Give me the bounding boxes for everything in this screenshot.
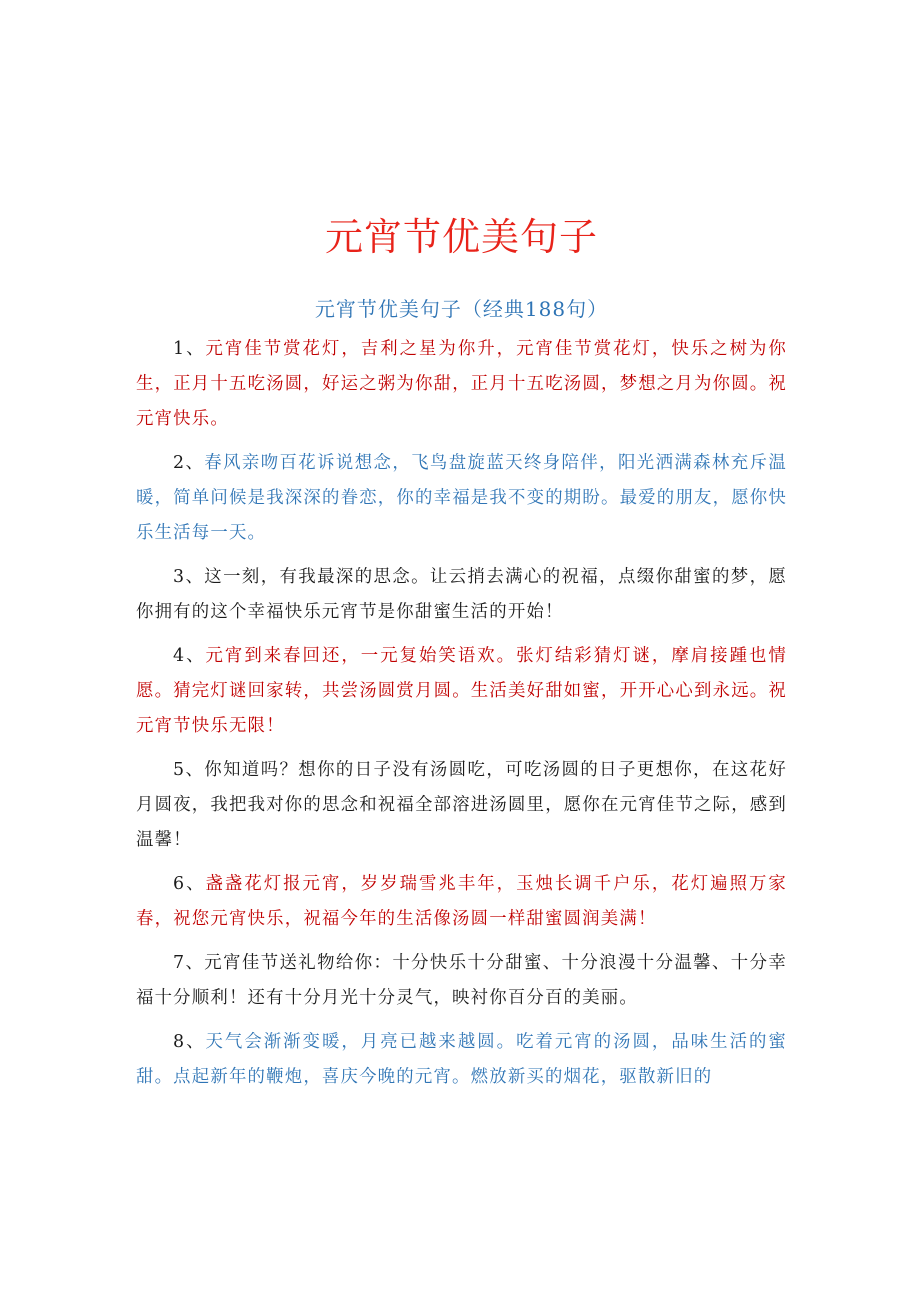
sentence-number: 4、 <box>173 646 206 666</box>
document-title: 元宵节优美句子 <box>324 215 598 259</box>
sentence-paragraph <box>136 560 787 630</box>
sentence-paragraph <box>136 1025 787 1095</box>
sentence-text: 你知道吗？想你的日子没有汤圆吃，可吃汤圆的日子更想你，在这花好月圆夜，我把我对你的思念和祝福全部溶进汤圆里，愿你在元宵佳节之际，感到温馨！ <box>136 760 787 850</box>
sentence-paragraph <box>136 332 787 437</box>
sentence-number: 3、 <box>173 567 205 587</box>
sentence-text: 天气会渐渐变暖，月亮已越来越圆。吃着元宵的汤圆，品味生活的蜜甜。点起新年的鞭炮，喜庆今晚的元宵。燃放新买的烟花，驱散新旧的 <box>136 1032 787 1087</box>
sentence-text: 春风亲吻百花诉说想念，飞鸟盘旋蓝天终身陪伴，阳光洒满森林充斥温暖，简单问候是我深深的眷恋，你的幸福是我不变的期盼。最爱的朋友，愿你快乐生活每一天。 <box>136 453 787 543</box>
sentence-paragraph <box>136 446 787 551</box>
sentence-paragraph <box>136 946 787 1016</box>
sentence-text: 元宵佳节送礼物给你：十分快乐十分甜蜜、十分浪漫十分温馨、十分幸福十分顺利！还有十分月光十分灵气，映衬你百分百的美丽。 <box>136 953 787 1008</box>
sentence-paragraph <box>136 753 787 858</box>
sentence-number: 8、 <box>173 1032 206 1052</box>
sentence-text: 盏盏花灯报元宵，岁岁瑞雪兆丰年，玉烛长调千户乐，花灯遍照万家春，祝您元宵快乐，祝福今年的生活像汤圆一样甜蜜圆润美满！ <box>136 874 787 929</box>
sentence-number: 5、 <box>173 760 205 780</box>
sentence-text: 元宵佳节赏花灯，吉利之星为你升，元宵佳节赏花灯，快乐之树为你生，正月十五吃汤圆，好运之粥为你甜，正月十五吃汤圆，梦想之月为你圆。祝元宵快乐。 <box>136 339 787 429</box>
sentence-number: 7、 <box>173 953 205 973</box>
sentence-text: 这一刻，有我最深的思念。让云捎去满心的祝福，点缀你甜蜜的梦，愿你拥有的这个幸福快乐元宵节是你甜蜜生活的开始！ <box>136 567 787 622</box>
sentence-text: 元宵到来春回还，一元复始笑语欢。张灯结彩猜灯谜，摩肩接踵也情愿。猜完灯谜回家转，共尝汤圆赏月圆。生活美好甜如蜜，开开心心到永远。祝元宵节快乐无限！ <box>136 646 787 736</box>
sentence-paragraph <box>136 867 787 937</box>
sentence-paragraph <box>136 639 787 744</box>
sentence-number: 6、 <box>173 874 206 894</box>
sentence-number: 1、 <box>173 339 206 359</box>
sentence-list <box>136 332 787 1095</box>
document-subtitle: 元宵节优美句子（经典188句） <box>314 297 609 321</box>
sentence-number: 2、 <box>173 453 205 473</box>
